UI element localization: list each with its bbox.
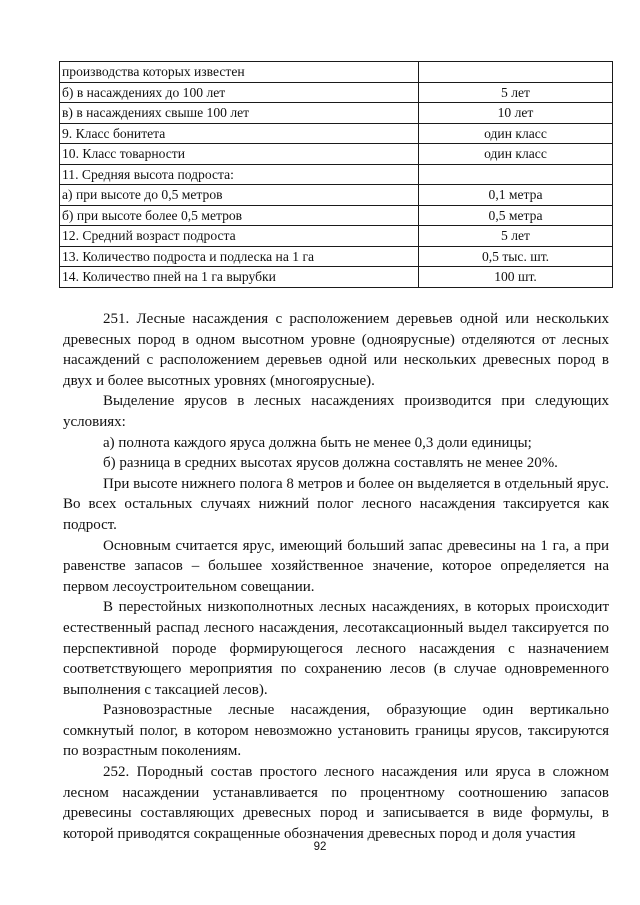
table-row <box>60 144 613 165</box>
parameter-value <box>419 164 613 185</box>
table-row <box>60 103 613 124</box>
parameter-label: а) при высоте до 0,5 метров <box>60 185 419 206</box>
parameter-value: 10 лет <box>419 103 613 124</box>
table-row <box>60 226 613 247</box>
parameter-value: один класс <box>419 144 613 165</box>
parameter-value: 0,1 метра <box>419 185 613 206</box>
paragraph-252: 252. Породный состав простого лесного насаждения или яруса в сложном лесном насаждении устанавливается по процентному соотношению запасов древесины составляющих древесных пород и записывается в виде формулы, в которой приводятся сокращенные обозначения древесных пород и доля участия <box>63 764 609 842</box>
parameter-label: 14. Количество пней на 1 га вырубки <box>60 267 419 288</box>
table-row <box>60 205 613 226</box>
parameter-label: 12. Средний возраст подроста <box>60 226 419 247</box>
table-row <box>60 123 613 144</box>
paragraph-lower-canopy: При высоте нижнего полога 8 метров и более он выделяется в отдельный ярус. Во всех остальных случаях нижний полог лесного насаждения таксируется как подрост. <box>63 475 609 533</box>
table-row <box>60 164 613 185</box>
table-row <box>60 185 613 206</box>
parameter-label: б) в насаждениях до 100 лет <box>60 82 419 103</box>
parameter-label: 11. Средняя высота подроста: <box>60 164 419 185</box>
parameter-value <box>419 62 613 83</box>
parameter-value: 100 шт. <box>419 267 613 288</box>
paragraph-tier-conditions: Выделение ярусов в лесных насаждениях производится при следующих условиях: <box>63 393 609 430</box>
paragraph-overmature-stands: В перестойных низкополнотных лесных насаждениях, в которых происходит естественный распад лесного насаждения, лесотаксационный выдел таксируется по перспективной породе формирующегося лесного насаждения с назначением соответствующего мероприятия по сохранению лесов (в случае одновременного выполнения с таксацией лесов). <box>63 599 609 698</box>
parameter-value: 5 лет <box>419 226 613 247</box>
parameter-value: 0,5 метра <box>419 205 613 226</box>
parameters-table <box>59 61 613 288</box>
body-text <box>63 309 609 844</box>
table-row <box>60 267 613 288</box>
paragraph-uneven-aged: Разновозрастные лесные насаждения, образующие один вертикально сомкнутый полог, в котором невозможно установить границы ярусов, таксируются по возрастным поколениям. <box>63 702 609 760</box>
table-row <box>60 62 613 83</box>
table-row <box>60 82 613 103</box>
paragraph-251: 251. Лесные насаждения с расположением деревьев одной или нескольких древесных пород в одном высотном уровне (одноярусные) отделяются от лесных насаждений с расположением деревьев одной или нескольких древесных пород в двух и более высотных уровнях (многоярусные). <box>63 311 609 389</box>
parameters-table-body <box>60 62 613 288</box>
parameter-value: 0,5 тыс. шт. <box>419 246 613 267</box>
paragraph-main-tier: Основным считается ярус, имеющий больший запас древесины на 1 га, а при равенстве запасов – большее хозяйственное значение, которое определяется на первом лесоустроительном совещании. <box>63 537 609 595</box>
page-number: 92 <box>313 841 327 853</box>
parameter-label: в) в насаждениях свыше 100 лет <box>60 103 419 124</box>
parameter-label: б) при высоте более 0,5 метров <box>60 205 419 226</box>
parameter-label: 10. Класс товарности <box>60 144 419 165</box>
parameter-value: 5 лет <box>419 82 613 103</box>
paragraph-condition-b: б) разница в средних высотах ярусов должна составлять не менее 20%. <box>103 455 558 472</box>
parameter-label: 13. Количество подроста и подлеска на 1 га <box>60 246 419 267</box>
table-row <box>60 246 613 267</box>
parameter-value: один класс <box>419 123 613 144</box>
paragraph-condition-a: а) полнота каждого яруса должна быть не менее 0,3 доли единицы; <box>103 434 532 451</box>
parameter-label: 9. Класс бонитета <box>60 123 419 144</box>
parameter-label: производства которых известен <box>60 62 419 83</box>
